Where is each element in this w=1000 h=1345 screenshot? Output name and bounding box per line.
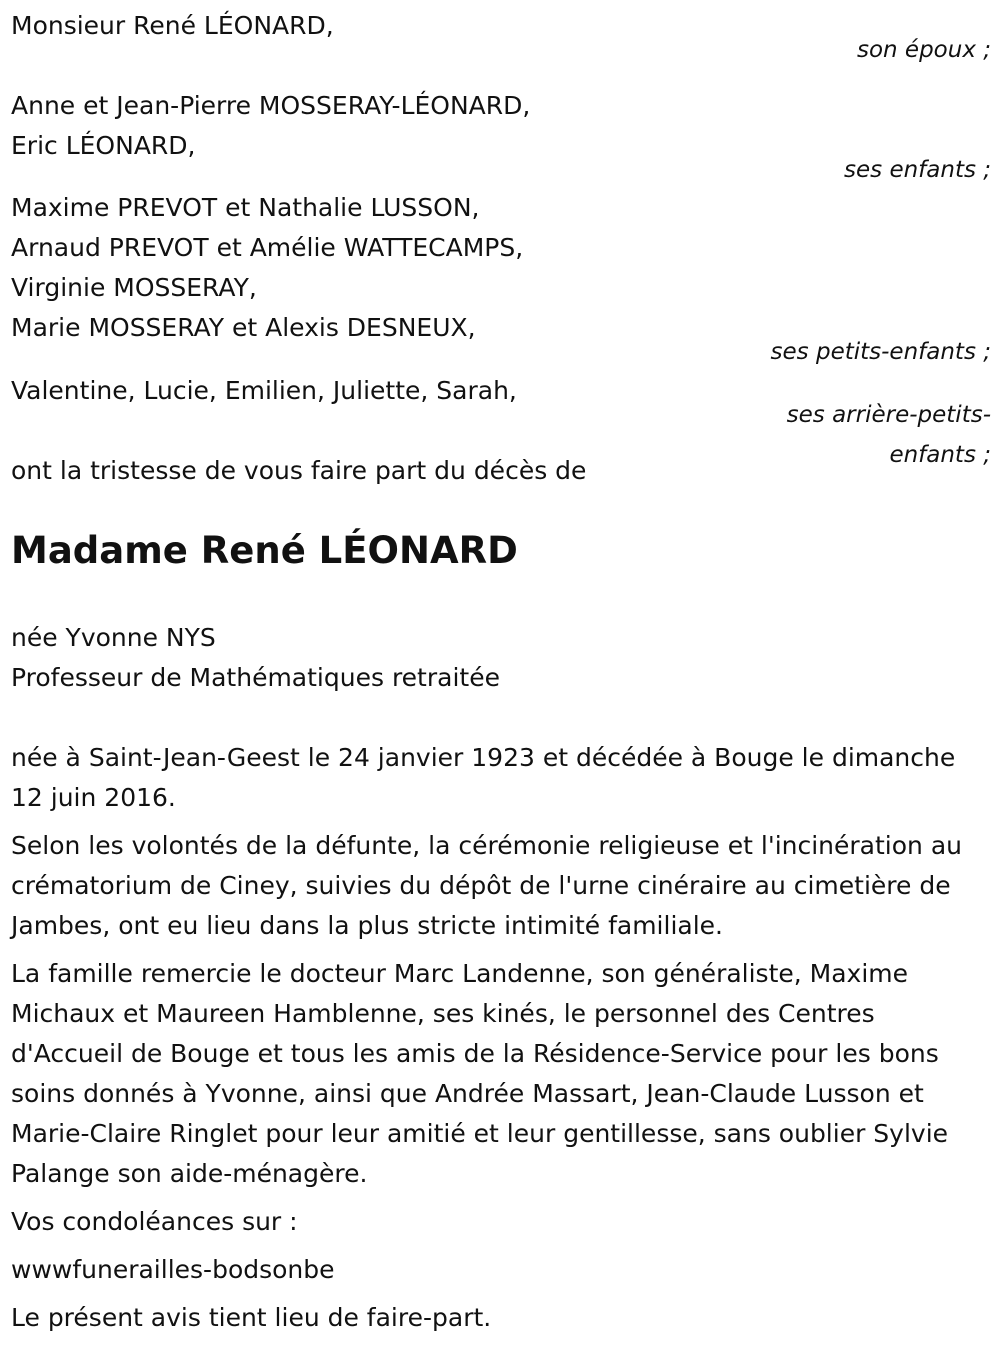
grandchildren-group [11, 188, 991, 371]
announcement: ont la tristesse de vous faire part du décès de [11, 456, 587, 485]
ceremony-paragraph: Selon les volontés de la défunte, la cérémonie religieuse et l'incinération au crématorium de Ciney, suivies du dépôt de l'urne cinéraire au cimetière de Jambes, ont eu lieu dans la plus stricte intimité familiale. [11, 831, 963, 940]
child-name: Anne et Jean-Pierre MOSSERAY-LÉONARD, [11, 91, 531, 120]
condolences-label: Vos condoléances sur : [11, 1207, 298, 1236]
great-grandchildren-role-line2: enfants ; [889, 442, 991, 468]
child-name: Eric LÉONARD, [11, 131, 196, 160]
obituary-notice [11, 6, 991, 1338]
grandchild-name: Arnaud PREVOT et Amélie WATTECAMPS, [11, 233, 524, 262]
great-grandchildren-role [751, 395, 991, 475]
spouse-group [11, 6, 991, 86]
condolences-website: wwwfunerailles-bodsonbe [11, 1255, 335, 1284]
spouse-role: son époux ; [856, 37, 991, 63]
spouse-name: Monsieur René LÉONARD, [11, 11, 334, 40]
deceased-name: Madame René LÉONARD [11, 529, 518, 572]
great-grandchild-names: Valentine, Lucie, Emilien, Juliette, Sarah, [11, 376, 517, 405]
grandchild-name: Virginie MOSSERAY, [11, 273, 257, 302]
great-grandchildren-role-line1: ses arrière-petits- [786, 402, 991, 428]
faire-part-notice: Le présent avis tient lieu de faire-part. [11, 1303, 492, 1332]
grandchildren-role: ses petits-enfants ; [770, 339, 991, 365]
thanks-paragraph: La famille remercie le docteur Marc Landenne, son généraliste, Maxime Michaux et Maureen Hamblenne, ses kinés, le personnel des Centres d'Accueil de Bouge et tous les amis de la Résidence-Service pour les bons soins donnés à Yvonne, ainsi que Andrée Massart, Jean-Claude Lusson et Marie-Claire Ringlet pour leur amitié et leur gentillesse, sans oublier Sylvie Palange son aide-ménagère. [11, 959, 949, 1188]
great-grandchildren-group [11, 371, 991, 468]
birth-death-paragraph: née à Saint-Jean-Geest le 24 janvier 1923 et décédée à Bouge le dimanche 12 juin 2016. [11, 743, 956, 812]
maiden-name: née Yvonne NYS [11, 623, 216, 652]
children-group [11, 86, 991, 188]
children-role: ses enfants ; [844, 157, 991, 183]
grandchild-name: Marie MOSSERAY et Alexis DESNEUX, [11, 313, 476, 342]
profession: Professeur de Mathématiques retraitée [11, 663, 500, 692]
grandchild-name: Maxime PREVOT et Nathalie LUSSON, [11, 193, 480, 222]
